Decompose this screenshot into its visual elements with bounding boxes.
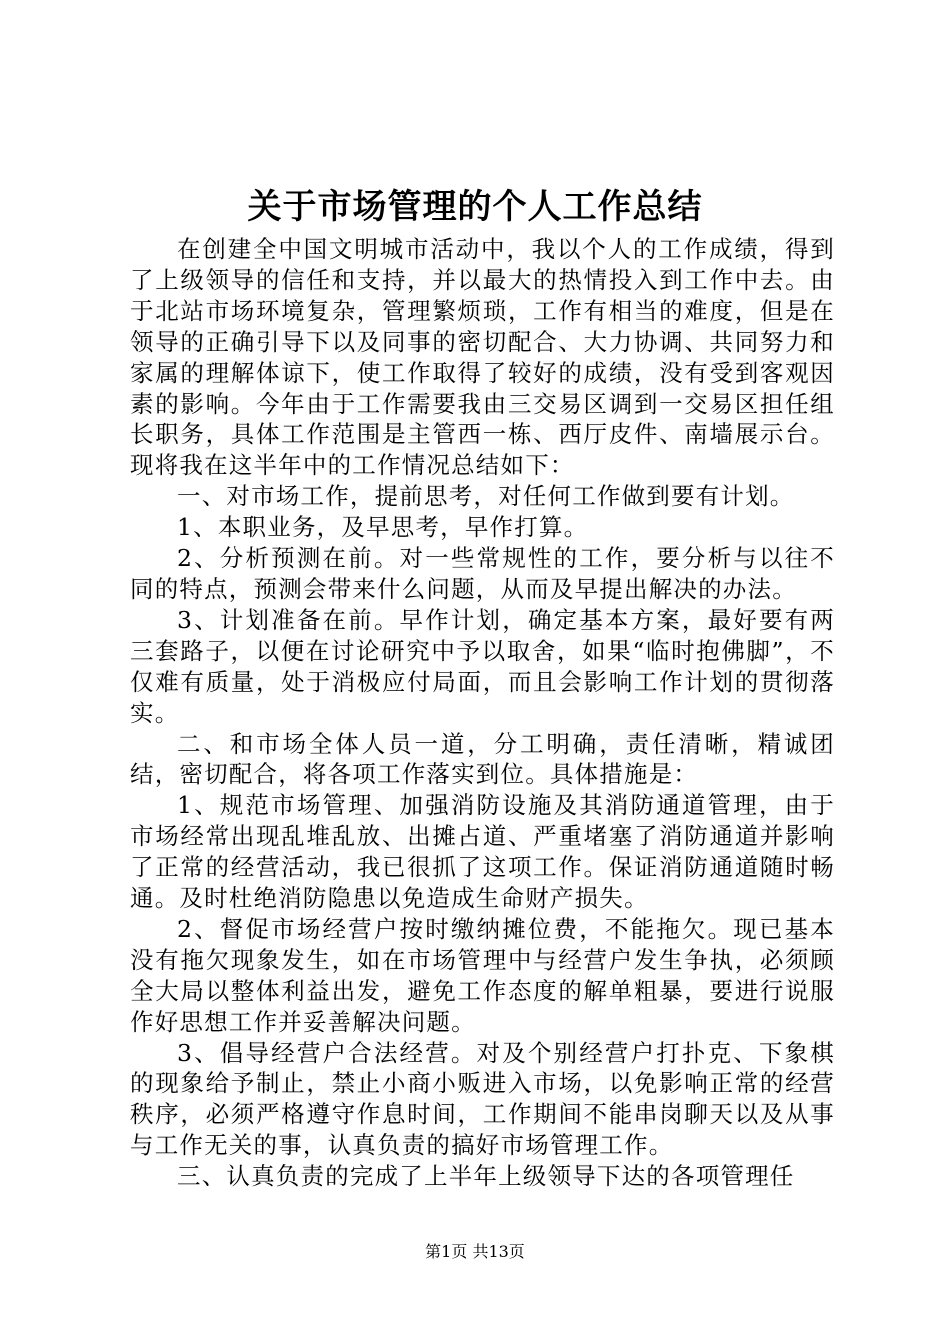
paragraph: 在创建全中国文明城市活动中，我以个人的工作成绩，得到了上级领导的信任和支持，并以最大的热情投入到工作中去。由于北站市场环境复杂，管理繁烦琐，工作有相当的难度，但是在领导的正确引导下以及同事的密切配合、大力协调、共同努力和家属的理解体谅下，使工作取得了较好的成绩，没有受到客观因素的影响。今年由于工作需要我由三交易区调到一交易区担任组长职务，具体工作范围是主管西一栋、西厅皮件、南墙展示台。现将我在这半年中的工作情况总结如下： bbox=[130, 235, 835, 480]
paragraph: 2、分析预测在前。对一些常规性的工作，要分析与以往不同的特点，预测会带来什么问题，从而及早提出解决的办法。 bbox=[130, 544, 835, 603]
paragraph: 一、对市场工作，提前思考，对任何工作做到要有计划。 bbox=[177, 482, 795, 511]
page-number-footer: 第1页 共13页 bbox=[425, 1242, 525, 1261]
document-title: 关于市场管理的个人工作总结 bbox=[247, 187, 703, 227]
document-body bbox=[130, 234, 835, 1192]
paragraph: 1、本职业务，及早思考，早作打算。 bbox=[177, 513, 589, 542]
paragraph: 3、计划准备在前。早作计划，确定基本方案，最好要有两三套路子，以便在讨论研究中予以取舍，如果“临时抱佛脚”，不仅难有质量，处于消极应付局面，而且会影响工作计划的贯彻落实。 bbox=[130, 605, 835, 727]
paragraph: 三、认真负责的完成了上半年上级领导下达的各项管理任 bbox=[177, 1162, 795, 1191]
paragraph: 3、倡导经营户合法经营。对及个别经营户打扑克、下象棋的现象给予制止，禁止小商小贩进入市场，以免影响正常的经营秩序，必须严格遵守作息时间，工作期间不能串岗聊天以及从事与工作无关的事，认真负责的搞好市场管理工作。 bbox=[130, 1038, 835, 1160]
paragraph: 二、和市场全体人员一道，分工明确，责任清晰，精诚团结，密切配合，将各项工作落实到位。具体措施是： bbox=[130, 729, 835, 789]
paragraph: 1、规范市场管理、加强消防设施及其消防通道管理，由于市场经常出现乱堆乱放、出摊占道、严重堵塞了消防通道并影响了正常的经营活动，我已很抓了这项工作。保证消防通道随时畅通。及时杜绝消防隐患以免造成生命财产损失。 bbox=[130, 791, 835, 913]
paragraph: 2、督促市场经营户按时缴纳摊位费，不能拖欠。现已基本没有拖欠现象发生，如在市场管理中与经营户发生争执，必须顾全大局以整体利益出发，避免工作态度的解单粗暴，要进行说服作好思想工作并妥善解决问题。 bbox=[130, 914, 835, 1036]
